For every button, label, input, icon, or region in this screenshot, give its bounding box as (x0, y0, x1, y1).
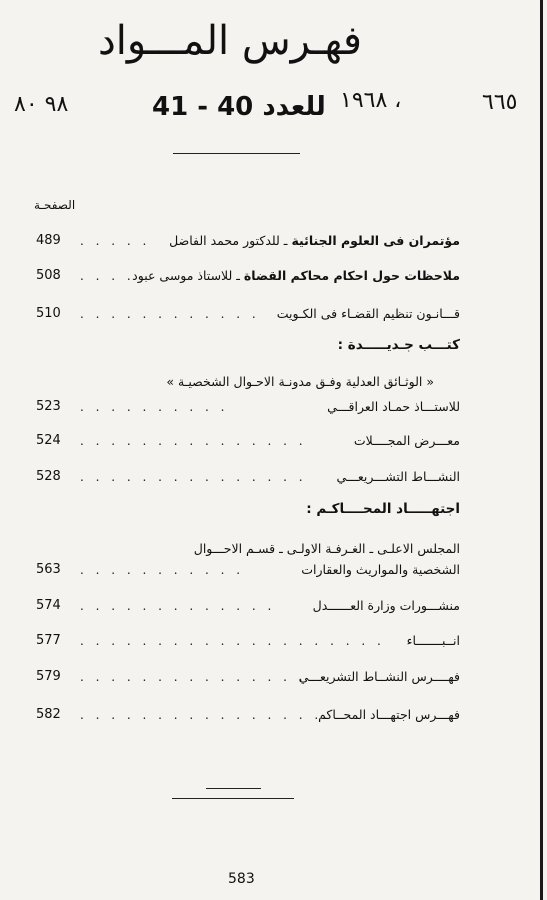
toc-entry (36, 466, 460, 488)
entry-title: فهــــرس النشــاط التشريعـــي (298, 669, 460, 684)
toc-entry (36, 396, 460, 418)
entry-author: ـ للاستاذ موسى عبود (132, 268, 244, 283)
entry-title (132, 265, 460, 287)
toc-entry (36, 303, 460, 325)
entry-title (169, 230, 460, 252)
entry-title: النشـــاط التشـــريعـــي (336, 469, 460, 484)
section-subline-courts: المجلس الاعلـى ـ الغـرفـة الاولـى ـ قسـم الاحـــوال (193, 541, 460, 556)
toc-entry (36, 595, 460, 617)
leader-dots: . . . . . . . . . . . . . . . (80, 670, 307, 684)
entry-page: 582 (36, 707, 61, 722)
page-column-label: الصفحـة (34, 198, 76, 212)
entry-title-bold: ملاحظات حول احكام محاكم القضاة (243, 268, 460, 283)
leader-dots: . . . . . . . . . . . . . (80, 599, 276, 613)
handwritten-year: ١٩٦٨ ، (340, 88, 402, 113)
entry-title: انــبـــــــاء (406, 633, 460, 648)
handwritten-ref: ٦٦٥ (482, 90, 518, 115)
entry-page: 579 (36, 669, 61, 684)
page-title: فهـرس المـــواد (97, 18, 363, 64)
entry-title-bold: مؤتمران فى العلوم الجنائية (291, 233, 460, 248)
section-heading-courts: اجتهـــــاد المحــــاكـم : (306, 501, 460, 517)
leader-dots: . . . . . . . . . . . . . . . (80, 434, 307, 448)
entry-page: 563 (36, 562, 61, 577)
end-divider-short (206, 788, 261, 789)
entry-title: معـــرض المجــــلات (353, 433, 460, 448)
leader-dots: . . . . . . . . . . . . . . . . . . . . (80, 634, 385, 648)
page-number: 583 (228, 871, 255, 887)
leader-dots: . . . . . . . . . . . . (80, 307, 260, 321)
entry-author: ـ للدكتور محمد الفاضل (169, 233, 292, 248)
section-heading-new-books: كتـــب جـديـــــدة : (337, 337, 460, 353)
toc-entry (36, 666, 460, 688)
issue-number: للعدد 40 - 41 (152, 92, 326, 122)
toc-entry (36, 265, 460, 287)
entry-page: 577 (36, 633, 61, 648)
entry-title: الشخصية والمواريث والعقارات (301, 562, 460, 577)
entry-page: 489 (36, 233, 61, 248)
entry-title: قـــانـون تنظيم القضـاء فى الكـويت (276, 306, 460, 321)
leader-dots: . . . . . . . . . . . (80, 563, 245, 577)
leader-dots: . . . . . . . . . . (80, 400, 229, 414)
entry-title: للاستـــاذ حمـاد العراقـــي (327, 399, 460, 414)
section-subline-new-books: « الوثـائق العدلية وفـق مدونـة الاحـوال الشخصيـة » (166, 374, 434, 389)
end-divider-long (172, 798, 294, 799)
entry-page: 523 (36, 399, 61, 414)
entry-page: 528 (36, 469, 61, 484)
handwritten-left: ٩٨ ٨٠ (14, 92, 69, 117)
toc-entry (36, 704, 460, 726)
entry-title: فهـــرس اجتهـــاد المحــاكم (318, 707, 460, 722)
title-divider (173, 153, 300, 154)
toc-entry (36, 559, 460, 581)
entry-page: 510 (36, 306, 61, 321)
page-edge-shadow (540, 0, 543, 900)
entry-page: 524 (36, 433, 61, 448)
leader-dots: . . . . . . . . . . . . . . . (80, 470, 307, 484)
entry-title: منشـــورات وزارة العــــــدل (312, 598, 460, 613)
toc-entry (36, 430, 460, 452)
toc-entry (36, 630, 460, 652)
toc-entry (36, 230, 460, 252)
leader-dots: . . . . . . . . . . . . . . . . (80, 708, 323, 722)
leader-dots: . . . . (80, 269, 135, 283)
entry-page: 508 (36, 268, 61, 283)
leader-dots: . . . . . (80, 234, 151, 248)
entry-page: 574 (36, 598, 61, 613)
